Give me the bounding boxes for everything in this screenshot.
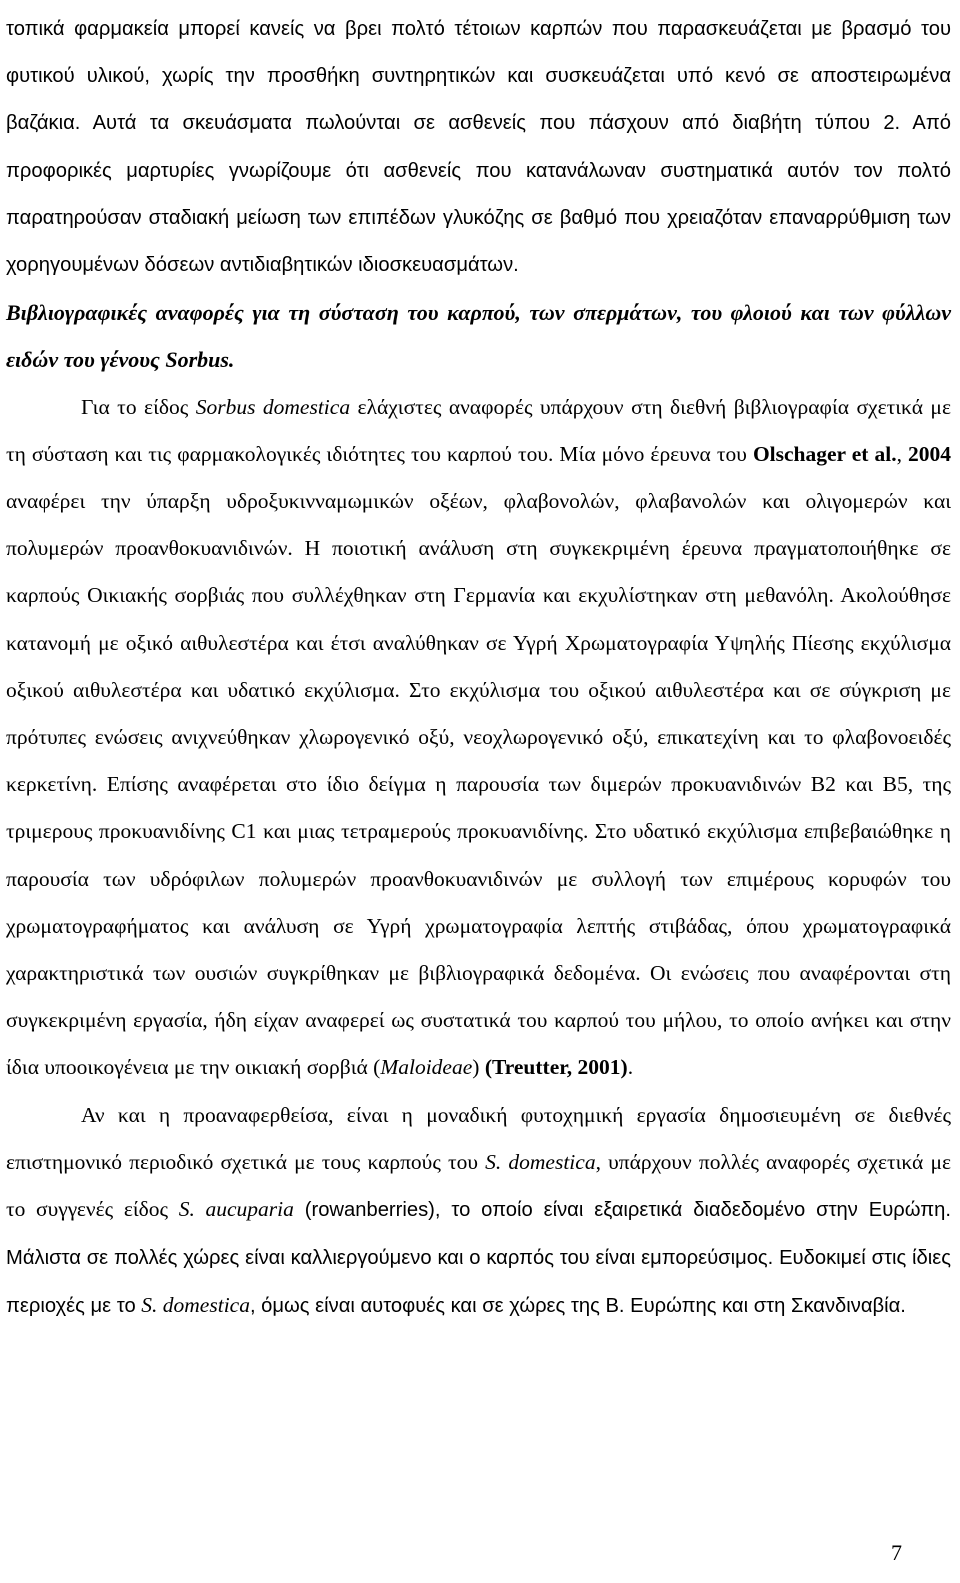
- page-number: 7: [891, 1540, 902, 1565]
- citation-treutter: (Treutter, 2001): [484, 1055, 628, 1080]
- species-name: S. domestica: [141, 1293, 250, 1318]
- paragraph-sorbus-domestica: Για το είδος Sorbus domestica ελάχιστες αναφορές υπάρχουν στη διεθνή βιβλιογραφία σχετικά με τη σύσταση και τις φαρμακολογικές ιδιότητες του καρπού του. Μία μόνο έρευνα του Olschager et al., 2004 αναφέρει την ύπαρξη υδροξυκινναμωμικών οξέων, φλαβονολών, φλαβανολών και ολιγομερών και πολυμερών προανθοκυανιδινών. Η ποιοτική ανάλυση στη συγκεκριμένη έρευνα πραγματοποιήθηκε σε καρπούς Οικιακής σορβιάς που συλλέχθηκαν στη Γερμανία και εκχυλίστηκαν στη μεθανόλη. Ακολούθησε κατανομή με οξικό αιθυλεστέρα και έτσι αναλύθηκαν σε Υγρή Χρωματογραφία Υψηλής Πίεσης εκχύλισμα οξικού αιθυλεστέρα και υδατικό εκχύλισμα. Στο εκχύλισμα του οξικού αιθυλεστέρα και σε σύγκριση με πρότυπες ενώσεις ανιχνεύθηκαν χλωρογενικό οξύ, νεοχλωρογενικό οξύ, επικατεχίνη και το φλαβονοειδές κερκετίνη. Επίσης αναφέρεται στο ίδιο δείγμα η παρουσία των διμερών προκυανιδινών Β2 και Β5, της τριμερους προκυανιδίνης C1 και μιας τετραμερούς προκυανιδίνης. Στο υδατικό εκχύλισμα επιβεβαιώθηκε η παρουσία των υδρόφιλων πολυμερών προανθοκυανιδινών με συλλογή των επιμέρους κορυφών του χρωματογραφήματος και ανάλυση σε Υγρή χρωματογραφία λεπτής στιβάδας, όπου χρωματογραφικά χαρακτηριστικά των ουσιών συγκρίθηκαν με βιβλιογραφικά δεδομένα. Οι ενώσεις που αναφέρονται στη συγκεκριμένη εργασία, ήδη είχαν αναφερεί ως συστατικά του καρπού του μήλου, το οποίο ανήκει και στην ίδια υποοικογένεια με την οικιακή σορβιά (Maloideae) (Treutter, 2001).: [6, 394, 952, 1080]
- document-body: [6, 6, 951, 1331]
- citation-year: 2004: [908, 441, 952, 466]
- subfamily-name: Maloideae: [380, 1055, 473, 1080]
- paragraph-diabetes-paste: τοπικά φαρμακεία μπορεί κανείς να βρει πολτό τέτοιων καρπών που παρασκευάζεται με βρασμό του φυτικού υλικού, χωρίς την προσθήκη συντηρητικών και συσκευάζεται υπό κενό σε αποστειρωμένα βαζάκια. Αυτά τα σκευάσματα πωλούνται σε ασθενείς που πάσχουν από διαβήτη τύπου 2. Από προφορικές μαρτυρίες γνωρίζουμε ότι ασθενείς που κατανάλωναν συστηματικά αυτόν τον πολτό παρατηρούσαν σταδιακή μείωση των επιπέδων γλυκόζης σε βαθμό που χρειαζόταν επαναρρύθμιση των χορηγουμένων δόσεων αντιδιαβητικών ιδιοσκευασμάτων.: [6, 18, 951, 277]
- citation-olschager: Olschager et al.: [752, 441, 897, 466]
- species-name: S. aucuparia: [178, 1197, 294, 1222]
- species-name: S. domestica: [485, 1149, 596, 1174]
- heading-genus: Sorbus: [165, 347, 229, 373]
- species-name: Sorbus domestica: [195, 394, 351, 419]
- section-heading: Βιβλιογραφικές αναφορές για τη σύσταση του καρπού, των σπερμάτων, του φλοιού και των φύλλων ειδών του γένους Sorbus.: [6, 300, 951, 373]
- paragraph-related-species: Αν και η προαναφερθείσα, είναι η μοναδική φυτοχημική εργασία δημοσιευμένη σε διεθνές επιστημονικό περιοδικό σχετικά με τους καρπούς του S. domestica, υπάρχουν πολλές αναφορές σχετικά με το συγγενές είδος S. aucuparia (rowanberries), το οποίο είναι εξαιρετικά διαδεδομένο στην Ευρώπη. Μάλιστα σε πολλές χώρες είναι καλλιεργούμενο και ο καρπός του είναι εμπορεύσιμος. Ευδοκιμεί στις ίδιες περιοχές με το S. domestica, όμως είναι αυτοφυές και σε χώρες της Β. Ευρώπης και στη Σκανδιναβία.: [6, 1102, 951, 1318]
